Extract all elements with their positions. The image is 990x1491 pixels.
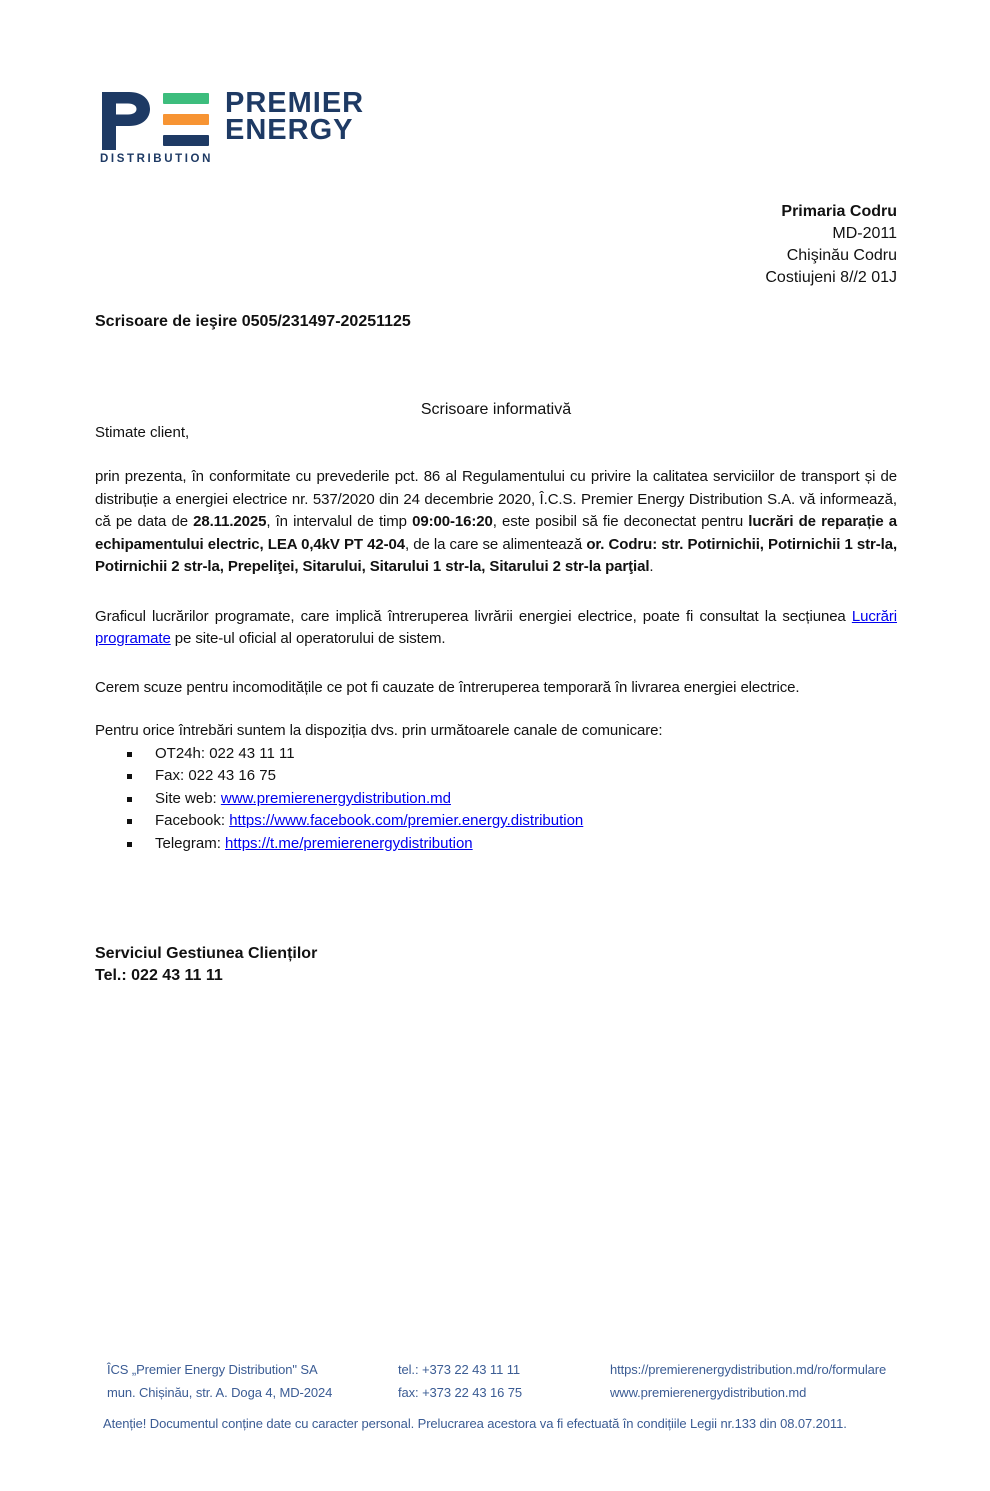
- premier-energy-logo: [100, 87, 370, 165]
- recipient-address-block: [95, 201, 897, 289]
- p1-text-4: , de la care se alimentează: [405, 535, 587, 553]
- bullet-icon: [127, 774, 132, 779]
- p1-time-interval: 09:00-16:20: [412, 513, 493, 530]
- recipient-city: Chişinău Codru: [786, 247, 897, 264]
- salutation: Stimate client,: [95, 423, 190, 441]
- logo-letter-p-icon: [100, 92, 150, 150]
- facebook-link[interactable]: https://www.facebook.com/premier.energy.distribution: [229, 812, 584, 829]
- letter-title: Scrisoare informativă: [420, 401, 572, 418]
- paragraph-apology: Cerem scuze pentru incomoditățile ce pot fi cauzate de întreruperea temporară în livrarea energiei electrice.: [95, 678, 800, 696]
- bullet-icon: [127, 797, 132, 802]
- contact-label: Facebook:: [155, 812, 230, 829]
- p1-date: 28.11.2025: [193, 513, 267, 530]
- p1-works-description: lucrări de reparație a echipamentului electric, LEA 0,4kV PT 42-04: [95, 513, 897, 553]
- paragraph-schedule-info: [95, 606, 897, 651]
- contact-label: OT24h: 022 43 11 11: [155, 744, 295, 762]
- footer-tel: tel.: +373 22 43 11 11: [398, 1362, 521, 1377]
- logo-word-premier: PREMIER: [225, 87, 365, 119]
- footer-company-column: [107, 1358, 332, 1404]
- scheduled-works-link[interactable]: Lucrări programate: [95, 607, 897, 647]
- contact-label: Fax: 022 43 16 75: [155, 767, 276, 784]
- bullet-icon: [127, 842, 132, 847]
- footer-company-address: mun. Chișinău, str. A. Doga 4, MD-2024: [107, 1385, 333, 1400]
- footer-web-column: [610, 1358, 886, 1404]
- contact-item-fax: [95, 765, 897, 788]
- p1-text-1: prin prezenta, în conformitate cu prevederile pct. 86 al Regulamentului cu privire la calitatea serviciilor de transport și de distribuție a energiei electrice nr. 537/2020 din 24 decembrie 2020, Î.C.S. Premier Energy Distribution S.A. vă informează, că pe data de: [95, 468, 897, 530]
- recipient-name: Primaria Codru: [781, 203, 897, 220]
- recipient-street: Costiujeni 8//2 01J: [765, 269, 897, 286]
- contact-label: Site web:: [155, 789, 221, 807]
- p2-text-1: Graficul lucrărilor programate, care implică întreruperea livrării energiei electrice, poate fi consultat la secțiunea: [95, 607, 852, 625]
- logo-bar-orange: [163, 114, 209, 125]
- p1-text-3: , este posibil să fie deconectat pentru: [492, 513, 749, 530]
- contact-item-telegram: [95, 833, 897, 856]
- logo-bar-navy: [163, 135, 209, 146]
- footer-forms-url: https://premierenergydistribution.md/ro/formulare: [610, 1362, 887, 1377]
- logo-wordmark: [225, 87, 365, 146]
- website-link[interactable]: www.premierenergydistribution.md: [220, 789, 451, 807]
- p1-text-2: , în intervalul de timp: [266, 513, 413, 530]
- logo-distribution-label: DISTRIBUTION: [100, 153, 213, 165]
- footer-phone-column: [398, 1358, 522, 1404]
- paragraph-contact-intro: Pentru orice întrebări suntem la dispoziția dvs. prin următoarele canale de comunicare:: [95, 722, 663, 739]
- contact-item-facebook: [95, 810, 897, 833]
- contact-channels-list: [95, 743, 897, 856]
- contact-label: Telegram:: [155, 834, 226, 852]
- contact-item-ot24h: [95, 743, 897, 766]
- signature-department: Serviciul Gestiunea Clienților: [95, 945, 318, 962]
- logo-e-bars-icon: [163, 93, 209, 146]
- logo-mark: [100, 87, 370, 150]
- telegram-link[interactable]: https://t.me/premierenergydistribution: [225, 834, 473, 852]
- footer-site-url: www.premierenergydistribution.md: [610, 1385, 807, 1400]
- p1-affected-streets: or. Codru: str. Potirnichii, Potirnichii 1 str-la, Potirnichii 2 str-la, Prepeliţei, Sitarului, Sitarului 1 str-la, Sitarului 2 str-la parţial: [95, 535, 898, 575]
- logo-bar-green: [163, 93, 209, 104]
- recipient-postal-code: MD-2011: [832, 225, 897, 242]
- personal-data-notice: Atenție! Documentul conține date cu caracter personal. Prelucrarea acestora va fi efectuată în condițiile Legii nr.133 din 08.07.2011.: [103, 1416, 847, 1431]
- outgoing-letter-reference: Scrisoare de ieşire 0505/231497-20251125: [95, 313, 411, 330]
- letter-page: [0, 87, 990, 1431]
- bullet-icon: [127, 819, 132, 824]
- logo-word-energy: ENERGY: [225, 114, 354, 146]
- signature-block: [95, 943, 897, 987]
- contact-item-website: [95, 788, 897, 811]
- signature-phone: Tel.: 022 43 11 11: [95, 967, 223, 984]
- p2-text-2: pe site-ul oficial al operatorului de sistem.: [170, 630, 446, 647]
- bullet-icon: [127, 752, 132, 757]
- p1-text-5: .: [649, 558, 654, 575]
- footer-fax: fax: +373 22 43 16 75: [398, 1385, 523, 1400]
- paragraph-outage-details: [95, 466, 897, 579]
- footer-company-name: ÎCS „Premier Energy Distribution" SA: [107, 1362, 318, 1377]
